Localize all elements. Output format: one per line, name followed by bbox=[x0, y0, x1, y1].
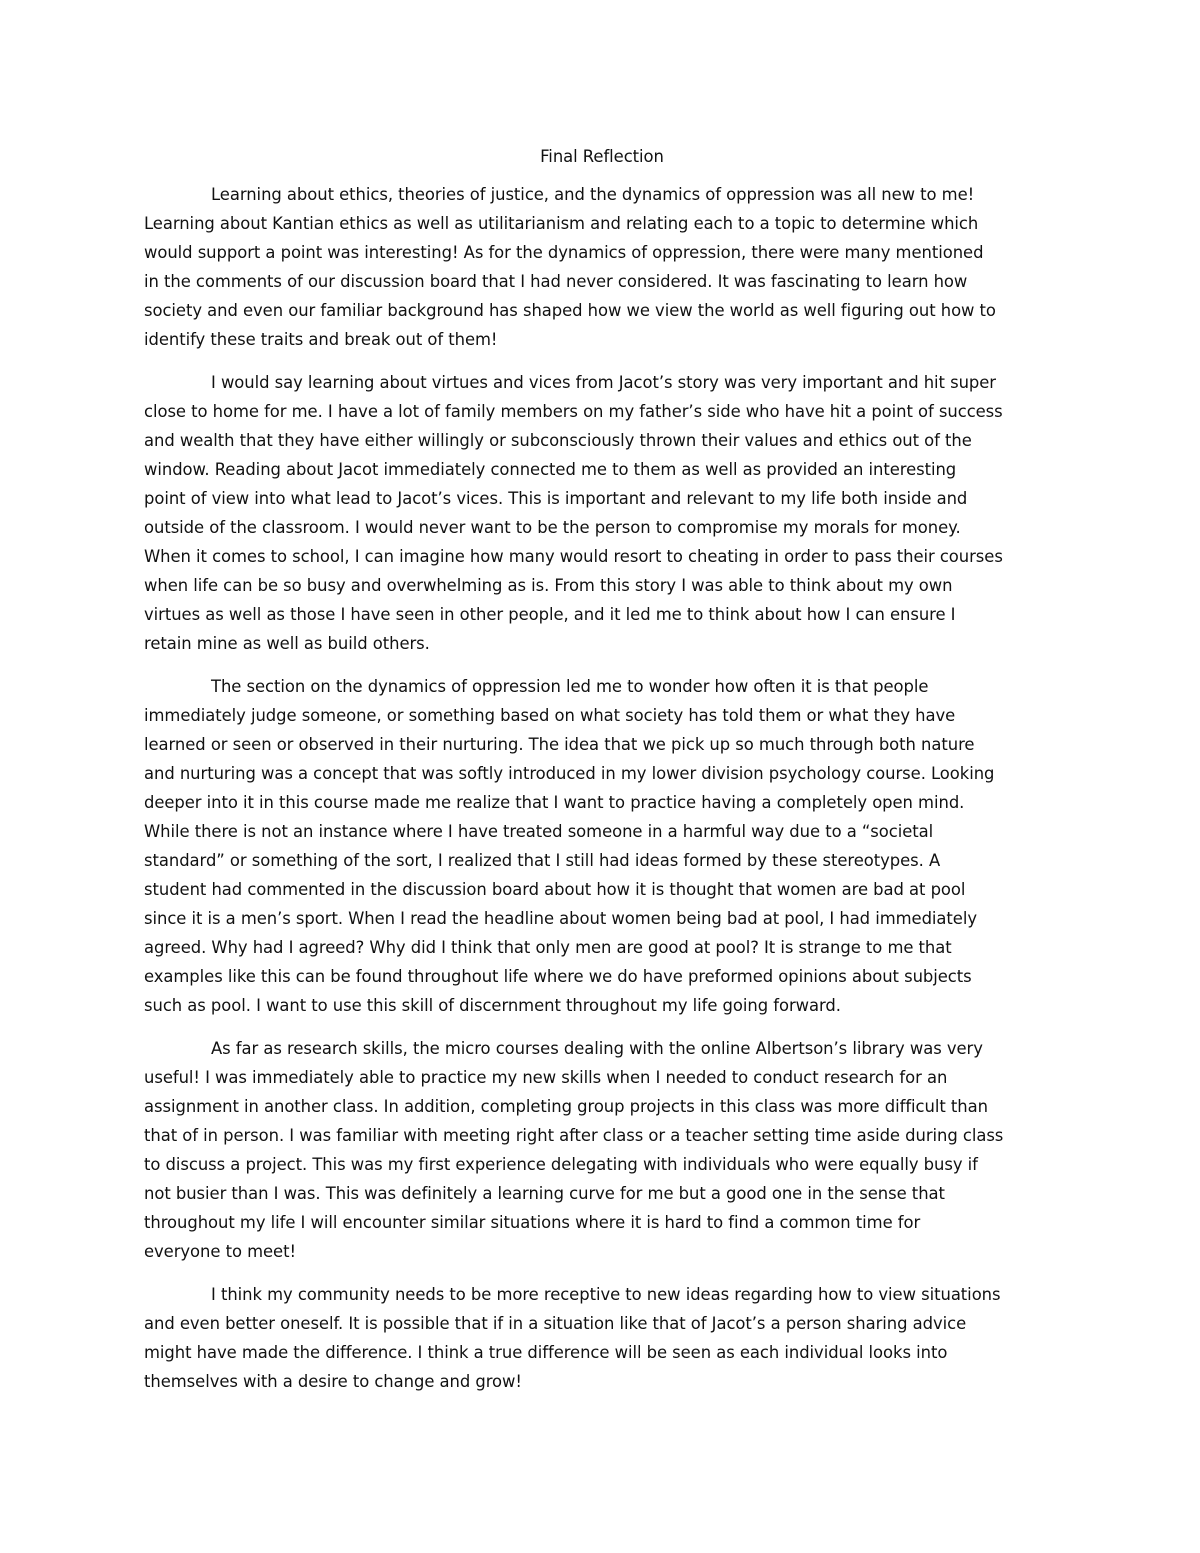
paragraph bbox=[144, 180, 1060, 354]
paragraph-line: not busier than I was. This was definitely a learning curve for me but a good one in the sense that bbox=[144, 1184, 945, 1203]
paragraph-line: point of view into what lead to Jacot’s vices. This is important and relevant to my life both inside and bbox=[144, 489, 968, 508]
paragraph-line: I think my community needs to be more receptive to new ideas regarding how to view situations bbox=[211, 1285, 1001, 1304]
paragraph-list bbox=[144, 180, 1060, 1396]
paragraph-line: and wealth that they have either willingly or subconsciously thrown their values and ethics out of the bbox=[144, 431, 972, 450]
paragraph-line: that of in person. I was familiar with meeting right after class or a teacher setting time aside during class bbox=[144, 1126, 1004, 1145]
paragraph-line: assignment in another class. In addition, completing group projects in this class was more difficult than bbox=[144, 1097, 988, 1116]
paragraph-line: examples like this can be found throughout life where we do have preformed opinions about subjects bbox=[144, 967, 972, 986]
paragraph-line: While there is not an instance where I have treated someone in a harmful way due to a “societal bbox=[144, 822, 934, 841]
paragraph-line: themselves with a desire to change and grow! bbox=[144, 1372, 522, 1391]
paragraph-line: and even better oneself. It is possible that if in a situation like that of Jacot’s a person sharing advice bbox=[144, 1314, 967, 1333]
paragraph-line: agreed. Why had I agreed? Why did I think that only men are good at pool? It is strange to me that bbox=[144, 938, 952, 957]
paragraph-line: I would say learning about virtues and vices from Jacot’s story was very important and hit super bbox=[211, 373, 996, 392]
paragraph bbox=[144, 672, 1060, 1020]
paragraph-line: everyone to meet! bbox=[144, 1242, 296, 1261]
paragraph-line: might have made the difference. I think a true difference will be seen as each individual looks into bbox=[144, 1343, 948, 1362]
paragraph-line: throughout my life I will encounter similar situations where it is hard to find a common time for bbox=[144, 1213, 921, 1232]
paragraph-line: As far as research skills, the micro courses dealing with the online Albertson’s library was very bbox=[211, 1039, 983, 1058]
paragraph-line: Learning about ethics, theories of justice, and the dynamics of oppression was all new to me! bbox=[211, 185, 975, 204]
paragraph-line: retain mine as well as build others. bbox=[144, 634, 430, 653]
paragraph-line: learned or seen or observed in their nurturing. The idea that we pick up so much through both nature bbox=[144, 735, 975, 754]
paragraph bbox=[144, 1280, 1060, 1396]
paragraph-line: to discuss a project. This was my first experience delegating with individuals who were equally busy if bbox=[144, 1155, 978, 1174]
paragraph-line: When it comes to school, I can imagine how many would resort to cheating in order to pass their courses bbox=[144, 547, 1003, 566]
paragraph-line: immediately judge someone, or something based on what society has told them or what they have bbox=[144, 706, 956, 725]
document-title: Final Reflection bbox=[540, 147, 664, 166]
paragraph-line: society and even our familiar background has shaped how we view the world as well figuring out how to bbox=[144, 301, 996, 320]
paragraph-line: identify these traits and break out of them! bbox=[144, 330, 498, 349]
paragraph-line: would support a point was interesting! As for the dynamics of oppression, there were many mentioned bbox=[144, 243, 984, 262]
paragraph-line: and nurturing was a concept that was softly introduced in my lower division psychology course. Looking bbox=[144, 764, 995, 783]
paragraph-line: Learning about Kantian ethics as well as utilitarianism and relating each to a topic to determine which bbox=[144, 214, 979, 233]
paragraph-line: The section on the dynamics of oppression led me to wonder how often it is that people bbox=[211, 677, 929, 696]
paragraph-line: virtues as well as those I have seen in other people, and it led me to think about how I can ensure I bbox=[144, 605, 956, 624]
paragraph-line: close to home for me. I have a lot of family members on my father’s side who have hit a point of success bbox=[144, 402, 1003, 421]
paragraph-line: window. Reading about Jacot immediately connected me to them as well as provided an interesting bbox=[144, 460, 957, 479]
document-body bbox=[144, 142, 1060, 1410]
paragraph-line: useful! I was immediately able to practice my new skills when I needed to conduct research for an bbox=[144, 1068, 948, 1087]
paragraph-line: such as pool. I want to use this skill of discernment throughout my life going forward. bbox=[144, 996, 841, 1015]
paragraph bbox=[144, 368, 1060, 658]
paragraph-line: since it is a men’s sport. When I read the headline about women being bad at pool, I had immediately bbox=[144, 909, 977, 928]
paragraph-line: deeper into it in this course made me realize that I want to practice having a completely open mind. bbox=[144, 793, 965, 812]
paragraph-line: standard” or something of the sort, I realized that I still had ideas formed by these stereotypes. A bbox=[144, 851, 941, 870]
paragraph-line: student had commented in the discussion board about how it is thought that women are bad at pool bbox=[144, 880, 966, 899]
paragraph-line: in the comments of our discussion board that I had never considered. It was fascinating to learn how bbox=[144, 272, 968, 291]
paragraph bbox=[144, 1034, 1060, 1266]
paragraph-line: outside of the classroom. I would never want to be the person to compromise my morals for money. bbox=[144, 518, 961, 537]
paragraph-line: when life can be so busy and overwhelming as is. From this story I was able to think about my own bbox=[144, 576, 953, 595]
